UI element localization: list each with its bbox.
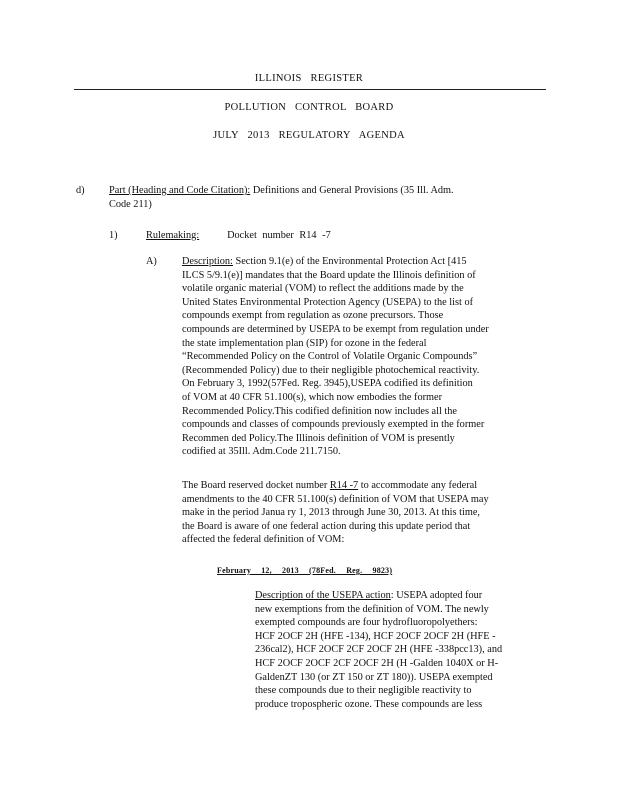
para2-line: make in the period Janua ry 1, 2013 through June 30, 2013. At this time, — [182, 507, 480, 519]
register-title: ILLINOIS REGISTER — [254, 73, 364, 84]
usepa-line: HCF 2OCF 2H (HFE -134), HCF 2OCF 2OCF 2H (HFE - — [255, 630, 496, 642]
header-rule — [74, 89, 546, 90]
desc-line: volatile organic material (VOM) to reflect the additions made by the — [182, 283, 464, 295]
section-d-text-2: Code 211) — [109, 198, 152, 210]
desc-line: compounds exempt from regulation as ozone precursors. Those — [182, 310, 444, 322]
usepa-line: GaldenZT 130 (or ZT 150 or ZT 180)). USEPA exempted — [255, 671, 493, 683]
agenda-title: JULY 2013 REGULATORY AGENDA — [213, 130, 405, 141]
usepa-line: HCF 2OCF 2OCF 2CF 2OCF 2H (H -Galden 1040X or H- — [255, 657, 499, 669]
usepa-action-description — [255, 589, 545, 711]
usepa-line: exempted compounds are four hydrofluoropolyethers: — [255, 617, 478, 629]
para2-line: amendments to the 40 CFR 51.100(s) definition of VOM that USEPA may — [182, 493, 489, 505]
description-label: Description: — [182, 256, 233, 267]
item-a-marker: A) — [146, 256, 157, 267]
docket-number: R14 -7 — [329, 480, 359, 491]
desc-line: the state implementation plan (SIP) for ozone in the federal — [182, 337, 427, 349]
desc-line: Recommen ded Policy.The Illinois definition of VOM is presently — [182, 432, 455, 444]
para2-text: to accommodate any federal — [360, 480, 478, 491]
desc-line: Recommended Policy.This codified definition now includes all the — [182, 405, 457, 417]
board-name: POLLUTION CONTROL BOARD — [224, 102, 394, 113]
desc-line: United States Environmental Protection Agency (USEPA) to the list of — [182, 296, 474, 308]
item-1-docket: Docket number R14 -7 — [227, 230, 331, 241]
usepa-line: produce tropospheric ozone. These compounds are less — [255, 698, 483, 710]
item-a-description — [182, 255, 540, 459]
usepa-line: these compounds due to their negligible reactivity to — [255, 685, 472, 697]
para2-line: affected the federal definition of VOM: — [182, 534, 345, 546]
desc-line: (Recommended Policy) due to their negligible photochemical reactivity. — [182, 364, 480, 376]
section-d-label: Part (Heading and Code Citation): — [109, 185, 251, 196]
desc-line: compounds and classes of compounds previously exempted in the former — [182, 419, 485, 431]
item-1-label: Rulemaking: — [146, 230, 200, 241]
item-1-marker: 1) — [109, 230, 118, 241]
desc-line: ILCS 5/9.1(e)] mandates that the Board update the Illinois definition of — [182, 269, 476, 281]
section-d-heading — [109, 184, 522, 211]
usepa-line: 236cal2), HCF 2OCF 2CF 2OCF 2H (HFE -338pcc13), and — [255, 644, 503, 656]
desc-line: Section 9.1(e) of the Environmental Protection Act [415 — [235, 256, 467, 267]
item-a-paragraph-2 — [182, 479, 540, 547]
desc-line: compounds are determined by USEPA to be exempt from regulation under — [182, 323, 489, 335]
section-d-marker: d) — [76, 185, 85, 196]
para2-text: The Board reserved docket number — [182, 480, 328, 491]
federal-register-citation: February 12, 2013 (78Fed. Reg. 9823) — [217, 566, 393, 575]
para2-line: the Board is aware of one federal action during this update period that — [182, 520, 471, 532]
desc-line: On February 3, 1992(57Fed. Reg. 3945),USEPA codified its definition — [182, 378, 473, 390]
desc-line: “Recommended Policy on the Control of Volatile Organic Compounds” — [182, 351, 478, 363]
section-d-text: Definitions and General Provisions (35 Ill. Adm. — [252, 185, 454, 196]
usepa-action-text: : USEPA adopted four — [390, 590, 483, 601]
desc-line: of VOM at 40 CFR 51.100(s), which now embodies the former — [182, 391, 443, 403]
item-1-text — [146, 229, 331, 243]
usepa-action-label: Description of the USEPA action — [255, 590, 391, 601]
usepa-line: new exemptions from the definition of VOM. The newly — [255, 603, 489, 615]
desc-line: codified at 35Ill. Adm.Code 211.7150. — [182, 446, 341, 458]
